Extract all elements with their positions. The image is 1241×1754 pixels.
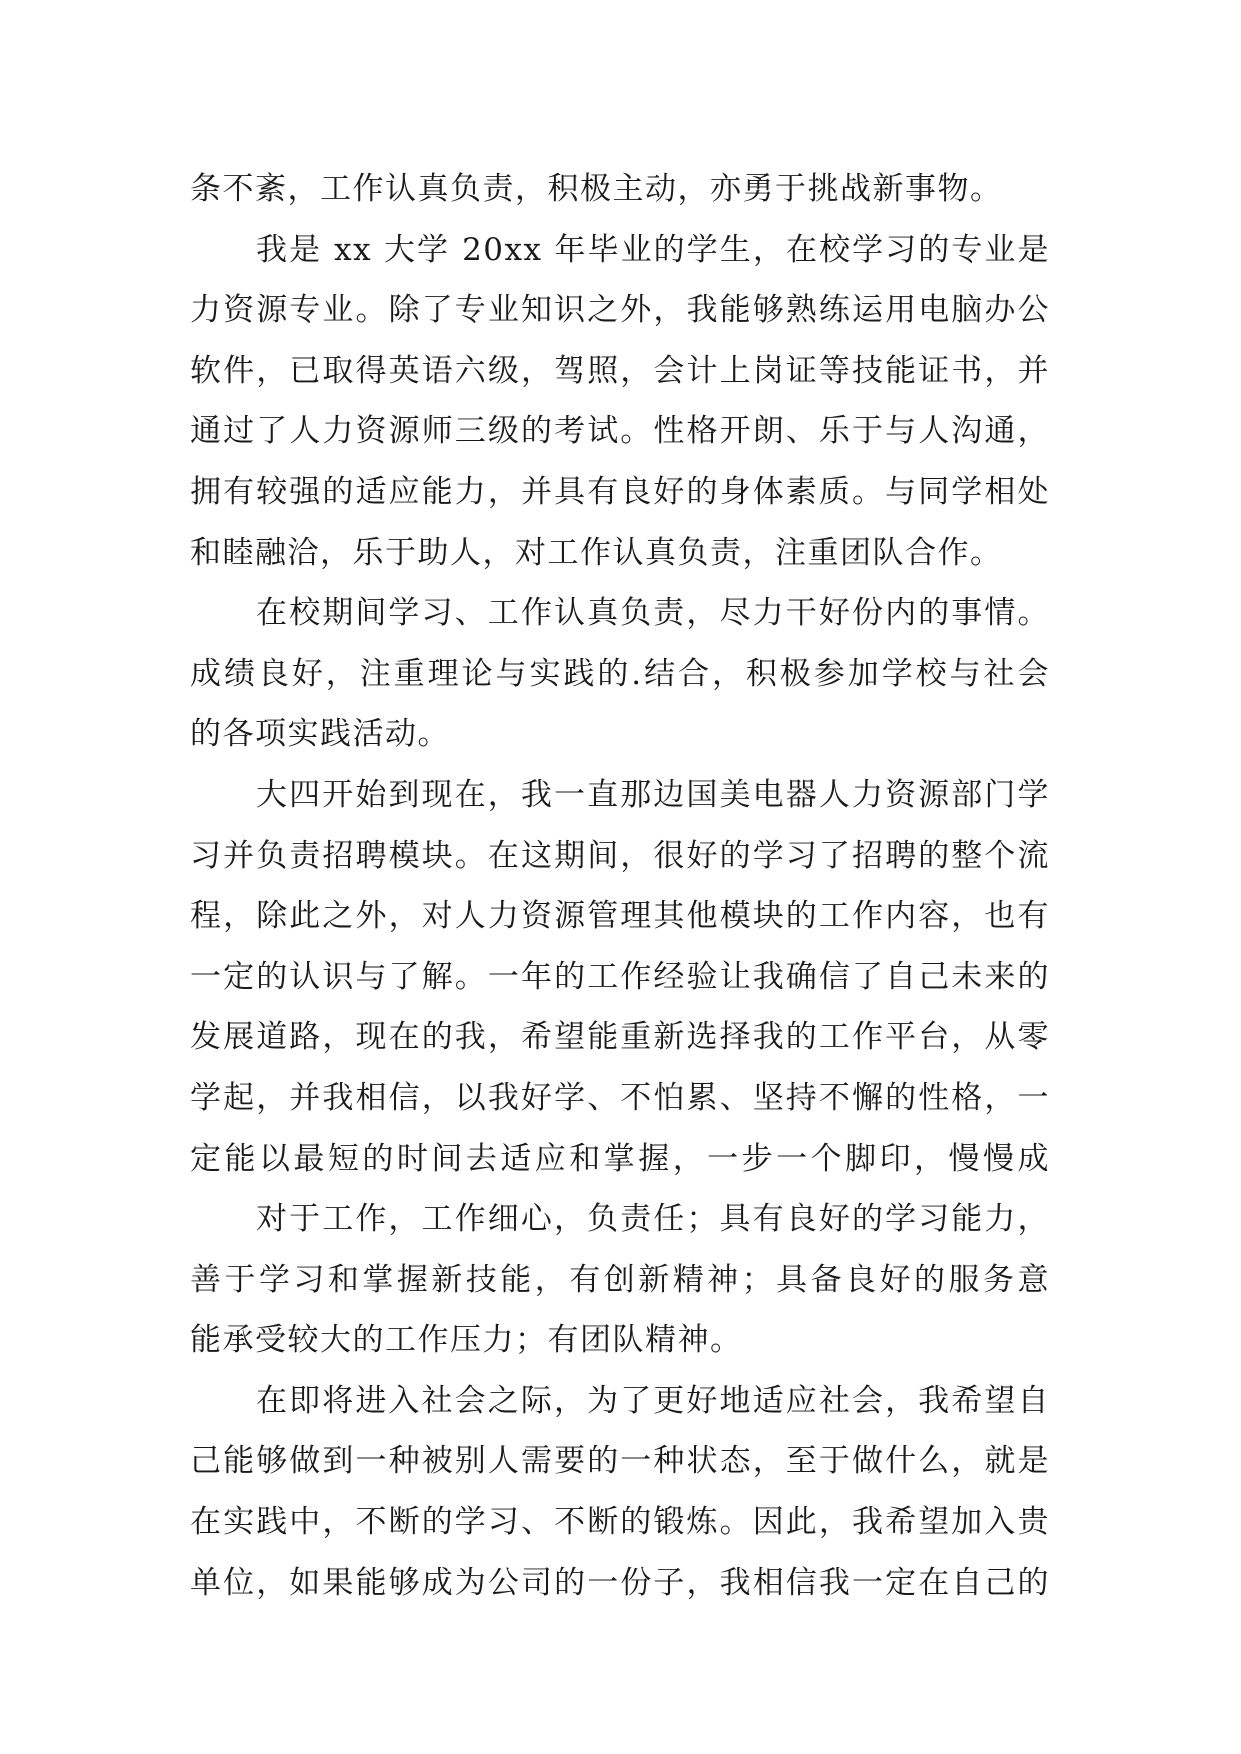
text-line: 软件，已取得英语六级，驾照，会计上岗证等技能证书，并 [190, 352, 1050, 389]
text-line: 程，除此之外，对人力资源管理其他模块的工作内容，也有 [190, 898, 1050, 935]
text-line: 成绩良好，注重理论与实践的.结合，积极参加学校与社会 [190, 655, 1050, 692]
body-text [190, 159, 1050, 1613]
text-line: 学起，并我相信，以我好学、不怕累、坚持不懈的性格，一 [190, 1079, 1050, 1116]
text-line: 的各项实践活动。 [190, 716, 450, 753]
text-line: 善于学习和掌握新技能，有创新精神；具备良好的服务意 [190, 1261, 1050, 1298]
text-line: 拥有较强的适应能力，并具有良好的身体素质。与同学相处 [190, 473, 1050, 510]
text-line: 大四开始到现在，我一直那边国美电器人力资源部门学 [256, 776, 1050, 813]
text-line: 对于工作，工作细心，负责任；具有良好的学习能力， [256, 1201, 1050, 1238]
text-line: 定能以最短的时间去适应和掌握，一步一个脚印，慢慢成 [190, 1140, 1050, 1177]
text-line: 发展道路，现在的我，希望能重新选择我的工作平台，从零 [190, 1019, 1050, 1056]
text-line: 能承受较大的工作压力；有团队精神。 [190, 1322, 743, 1359]
text-line: 条不紊，工作认真负责，积极主动，亦勇于挑战新事物。 [190, 171, 1003, 207]
text-line: 单位，如果能够成为公司的一份子，我相信我一定在自己的 [190, 1564, 1050, 1601]
text-line: 己能够做到一种被别人需要的一种状态，至于做什么，就是 [190, 1443, 1050, 1480]
text-line: 在即将进入社会之际，为了更好地适应社会，我希望自 [256, 1382, 1050, 1419]
text-line: 通过了人力资源师三级的考试。性格开朗、乐于与人沟通， [190, 413, 1050, 450]
text-line: 习并负责招聘模块。在这期间，很好的学习了招聘的整个流 [190, 837, 1050, 874]
text-line: 一定的认识与了解。一年的工作经验让我确信了自己未来的 [190, 958, 1050, 995]
text-line: 在校期间学习、工作认真负责，尽力干好份内的事情。 [256, 595, 1050, 632]
text-line: 我是 xx 大学 20xx 年毕业的学生，在校学习的专业是 [256, 231, 1050, 268]
text-line: 和睦融洽，乐于助人，对工作认真负责，注重团队合作。 [190, 534, 1003, 571]
text-line: 力资源专业。除了专业知识之外，我能够熟练运用电脑办公 [190, 292, 1050, 329]
text-line: 在实践中，不断的学习、不断的锻炼。因此，我希望加入贵 [190, 1504, 1050, 1541]
